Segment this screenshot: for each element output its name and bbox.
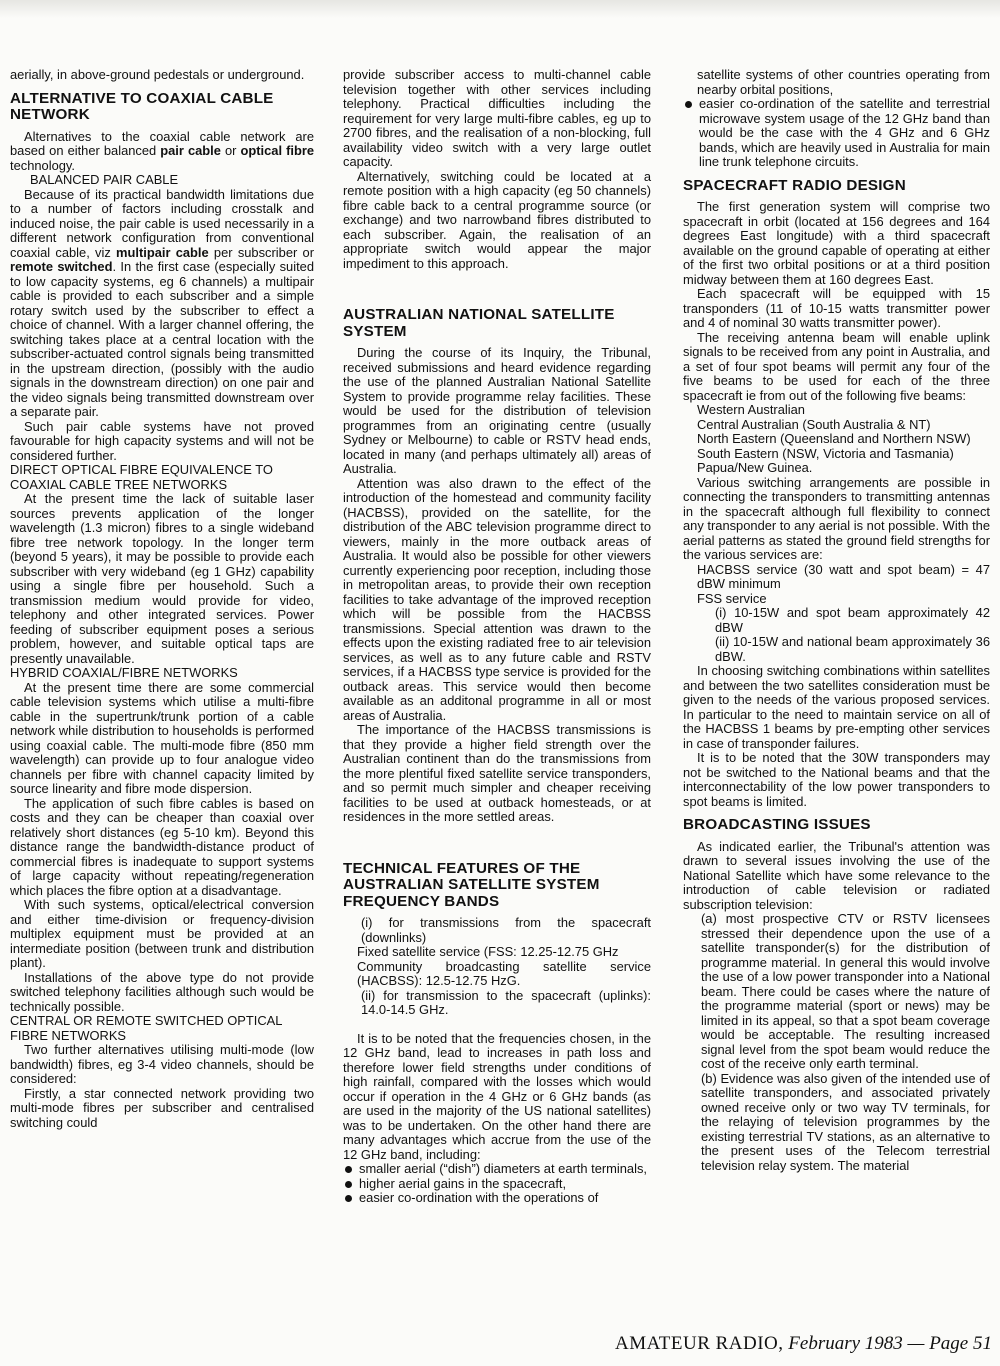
spacer	[343, 825, 651, 853]
subheading: BALANCED PAIR CABLE	[30, 172, 179, 187]
field-strength-item: FSS service	[697, 590, 767, 606]
bullet-icon	[345, 1195, 352, 1202]
paragraph: Two further alternatives utilising multi-mode (low bandwidth) fibres, eg 3-4 video channels, should be considered:	[10, 1042, 314, 1086]
bullet-icon	[345, 1181, 352, 1188]
paragraph: Various switching arrangements are possible in connecting the transponders to transmitting antennas in the spacecraft although full flexibility to connect any transponder to any aerial is not possible. With the aerial patterns as stated the ground field strengths for the various services are:	[683, 474, 990, 562]
subheading: CENTRAL OR REMOTE SWITCHED OPTICAL FIBRE NETWORKS	[10, 1013, 282, 1043]
bullet-icon	[685, 101, 692, 108]
paragraph: Such pair cable systems have not proved favourable for high capacity systems and will not be considered further.	[10, 418, 314, 463]
paragraph: The application of such fibre cables is based on costs and they can be cheaper than coaxial over relatively short distances (eg 5-10 km). Beyond this distance range the bandwidth-distance product of commercial fibres is inadequate to support systems of large capacity without repeating/regeneration which places the fibre option at a disadvantage.	[10, 795, 314, 898]
beam-item: Western Australian	[697, 402, 805, 417]
list-subitem: Community broadcasting satellite service (HACBSS): 12.5-12.75 HzG.	[357, 958, 651, 988]
list-item: (ii) for transmission to the spacecraft (uplinks): 14.0-14.5 GHz.	[361, 987, 651, 1017]
page-top-edge	[0, 0, 1000, 18]
list-item: (i) for transmissions from the spacecraft (downlinks)	[361, 915, 651, 945]
bullet-item	[683, 97, 990, 170]
field-strength-item: HACBSS service (30 watt and spot beam) = 47 dBW minimum	[697, 561, 990, 591]
bullet-icon	[345, 1166, 352, 1173]
text: smaller aerial (“dish”) diameters at earth terminals,	[359, 1161, 647, 1176]
bold-term: remote switched	[10, 259, 113, 274]
section-heading: BROADCASTING ISSUES	[683, 816, 871, 833]
paragraph: Each spacecraft will be equipped with 15 transponders (11 of 10-15 watts transmitter power and 4 of nominal 30 watts transmitter power).	[683, 286, 990, 330]
column-2	[343, 68, 651, 1206]
paragraph: It is to be noted that the frequencies chosen, in the 12 GHz band, lead to increases in path loss and therefore lower field strengths under conditions of high rainfall, compared with the losses which would occur if operation in the 4 GHz or 6 GHz bands (as are used in the majority of the US national satellites) was to be undertaken. On the other hand there are many advantages which accrue from the use of the 12 GHz band, including:	[343, 1030, 651, 1162]
text: per subscriber or	[208, 244, 314, 260]
spacer	[343, 1018, 651, 1032]
issue-date: February 1983	[788, 1333, 903, 1354]
paragraph	[10, 188, 314, 420]
paragraph: Firstly, a star connected network providing two multi-mode fibres per subscriber and centralised switching could	[10, 1085, 314, 1130]
column-3	[683, 68, 990, 1173]
bold-term: multipair cable	[116, 244, 209, 260]
page-number: Page 51	[929, 1333, 992, 1354]
section-heading: TECHNICAL FEATURES OF THE AUSTRALIAN SATELLITE SYSTEM FREQUENCY BANDS	[343, 859, 600, 910]
bullet-item	[343, 1191, 651, 1206]
text: or	[220, 143, 241, 158]
page-footer	[600, 1333, 992, 1355]
paragraph: The receiving antenna beam will enable uplink signals to be received from any point in Australia, and a set of four spot beams will permit any four of the five beams to be used for each of the three spacecraft ie from out of the following five beams:	[683, 329, 990, 403]
paragraph: aerially, in above-ground pedestals or underground.	[10, 67, 305, 82]
paragraph: At the present time there are some commercial cable television systems which utilise a multi-fibre cable in the supertrunk/trunk portion of a cable network while distribution to households is performed using coaxial cable. The multi-mode fibre (850 mm wavelength) can provide up to four analogue video channels per fibre with channel capacity limited by source linearity and fibre mode dispersion.	[10, 679, 314, 796]
column-1	[10, 68, 314, 1130]
bold-term: optical fibre	[240, 143, 315, 158]
list-item: (a) most prospective CTV or RSTV licensees stressed their dependence upon the use of a satellite transponder(s) for the distribution of programme material. In general this would involve the use of a low power transponder into a National beam. There could be cases where the nature of the programme material (sport or news) may be limited in its appeal, so that a spot beam coverage would be acceptable. The resulting increased signal level from the spot beam would reduce the cost of the receive only earth terminal.	[701, 911, 990, 1071]
text: Alternatives to the coaxial cable network are based on either balanced	[10, 128, 314, 158]
text: Because of its practical bandwidth limitations due to a number of factors including crosstalk and induced noise, the pair cable is used necessarily in a different network configuration from conventional coaxial cable, viz	[10, 186, 314, 260]
paragraph: satellite systems of other countries operating from nearby orbital positions,	[697, 67, 990, 97]
spacer	[343, 271, 651, 299]
beam-item: South Eastern (NSW, Victoria and Tasmania)	[697, 445, 954, 461]
section-heading: ALTERNATIVE TO COAXIAL CABLE NETWORK	[10, 89, 274, 123]
paragraph: Alternatively, switching could be located at a remote position with a high capacity (eg 50 channels) fibre cable back to a central programme source (or exchange) and two narrowband fibres distributed to each subscriber. Again, the realisation of an appropriate switch would appear the major impediment to this approach.	[343, 168, 651, 271]
paragraph	[10, 130, 314, 174]
beam-item: Central Australian (South Australia & NT)	[697, 416, 931, 432]
bold-term: pair cable	[160, 143, 221, 158]
list-item: (b) Evidence was also given of the intended use of satellite transponders, and associated privately owned receive only or two way TV terminals, for the relaying of television programmes by the existing terrestrial TV stations, as an alternative to the present uses of the Telecom terrestrial television relay system. The material	[701, 1070, 990, 1173]
paragraph: It is to be noted that the 30W transponders may not be switched to the National beams and that the interconnectability of the low power transponders to spot beams is limited.	[683, 750, 990, 809]
beam-item: Papua/New Guinea.	[697, 460, 813, 475]
paragraph: The first generation system will comprise two spacecraft in orbit (located at 156 degrees and 164 degrees East longitude) with a third spacecraft available on the ground capable of operating at either of the first two orbital positions or at a third position midway between them at 160 degrees East.	[683, 199, 990, 287]
paragraph: During the course of its Inquiry, the Tribunal, received submissions and heard evidence regarding the use of the planned Australian National Satellite System to provide programme relay facilities. These would be used for the distribution of television programmes from an originating centre (usually Sydney or Melbourne) to cable or RSTV head ends, located in many (and perhaps ultimately all) areas of Australia.	[343, 345, 651, 476]
footer-separator: —	[907, 1333, 925, 1354]
list-subitem: Fixed satellite service (FSS: 12.25-12.75 GHz	[357, 944, 619, 959]
section-heading: AUSTRALIAN NATIONAL SATELLITE SYSTEM	[343, 306, 615, 340]
field-strength-item: (i) 10-15W and spot beam approximately 42 dBW	[715, 605, 990, 635]
paragraph: With such systems, optical/electrical conversion and either time-division or frequency-division multiplex equipment must be provided at an intermediate position (between trunk and distribution plant).	[10, 897, 314, 970]
paragraph: As indicated earlier, the Tribunal's attention was drawn to several issues involving the use of the National Satellite which have some relevance to the introduction of cable television or radiated subscription television:	[683, 838, 990, 912]
text: technology.	[10, 157, 75, 173]
paragraph: The importance of the HACBSS transmissions is that they provide a higher field strength over the Australian continent than do the transmissions from the more plentiful fixed satellite service transponders, and so permit much simpler and cheaper receiving facilities to be used at outback homesteads, or at residences in the more settled areas.	[343, 722, 651, 824]
paragraph: Attention was also drawn to the effect of the introduction of the homestead and community facility (HACBSS), provided on the satellite, for the distribution of the ABC television programme direct to viewers, mainly in the more outback areas of Australia. It would also be possible for other viewers currently experiencing poor reception, including those in metropolitan areas, to provide their own reception facilities to take advantage of the improved reception which will be possible from the HACBSS transmissions. Special attention was drawn to the effects upon the existing radiated free to air television services, as well as to any future cable and RSTV services, if a HACBSS type service is provided for the outback areas. This service would then become available as an additonal programme in all or most areas of Australia.	[343, 475, 651, 723]
beam-item: North Eastern (Queensland and Northern NSW)	[697, 431, 971, 446]
field-strength-item: (ii) 10-15W and national beam approximately 36 dBW.	[715, 634, 990, 664]
text: higher aerial gains in the spacecraft,	[359, 1175, 567, 1191]
magazine-name: AMATEUR RADIO,	[615, 1333, 784, 1354]
text: easier co-ordination with the operations of	[359, 1190, 599, 1205]
paragraph: At the present time the lack of suitable laser sources prevents application of the longer wavelength (1.3 micron) fibres to a single wideband fibre tree network topology. In the longer term (beyond 5 years), it may be possible to provide each subscriber with very wideband (eg 1 GHz) capability using a single fibre per household. Such a transmission medium would provide for video, telephony and other integrated services. Power feeding of subscriber equipment poses a serious problem, however, and suitable optical taps are presently unavailable.	[10, 491, 314, 666]
paragraph: Installations of the above type do not provide switched telephony facilities although such would be technically possible.	[10, 969, 314, 1014]
bullet-item	[343, 1177, 651, 1192]
paragraph: provide subscriber access to multi-channel cable television together with other services including telephony. Practical difficulties including the requirement for very large multi-fibre cables, eg up to 2700 fibres, and the realisation of a non-blocking, full availability video switch with a very large outlet capacity.	[343, 67, 651, 169]
text: easier co-ordination of the satellite and terrestrial microwave system usage of the 12 GHz band than would be the case with the 4 GHz and 6 GHz bands, which are heavily used in Australia for main line trunk telephone circuits.	[699, 96, 990, 169]
subheading: HYBRID COAXIAL/FIBRE NETWORKS	[10, 665, 238, 680]
bullet-item	[343, 1162, 651, 1177]
paragraph: In choosing switching combinations within satellites and between the two satellites consideration must be given to the needs of the various proposed services. In particular to the need to maintain service on all of the HACBSS 1 beams by pre-empting other services in case of transponder failures.	[683, 663, 990, 751]
section-heading: SPACECRAFT RADIO DESIGN	[683, 176, 906, 194]
text: . In the first case (especially suited to low capacity systems, eg 6 channels) a multipair cable is provided to each subscriber and a simple rotary switch used by the subscriber to effect a choice of channel. With a larger channel offering, the switching takes place at a central location with the subscriber-actuated control signals being transmitted in the upstream direction, (possibly with the audio signals in the downstream direction) on one pair and the video signals being transmitted downstream over a separate pair.	[10, 259, 315, 419]
subheading: DIRECT OPTICAL FIBRE EQUIVALENCE TO COAXIAL CABLE TREE NETWORKS	[10, 462, 273, 492]
